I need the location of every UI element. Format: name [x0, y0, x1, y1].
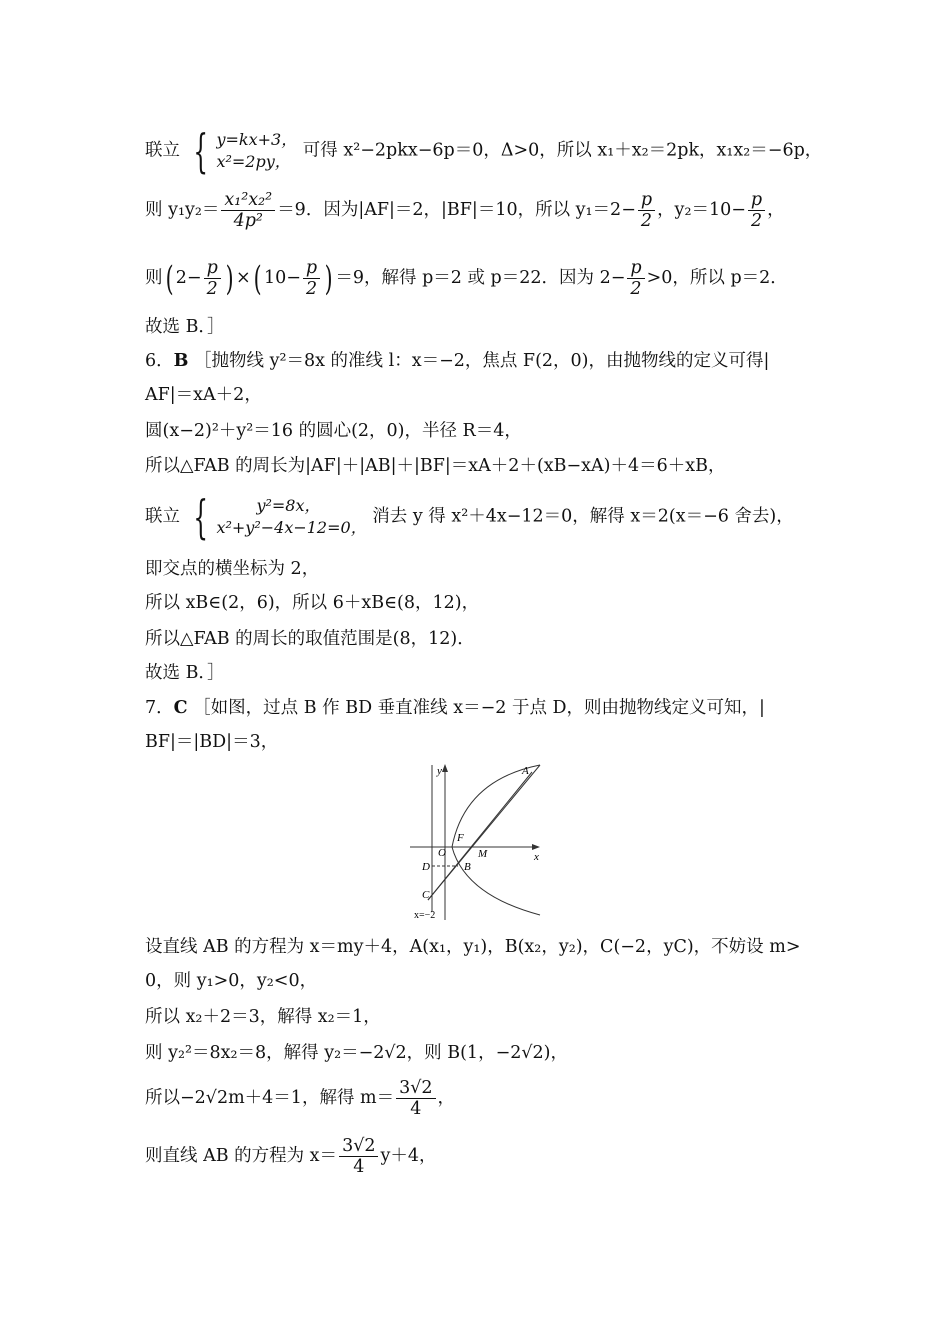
label-f: F [457, 832, 464, 844]
line-cf [428, 772, 532, 900]
solution-line: AF|＝xA＋2， [145, 385, 262, 405]
solution-line: 圆(x−2)²＋y²＝16 的圆心(2，0)，半径 R＝4， [145, 421, 522, 441]
solution-line: 故选 B．］ [145, 663, 225, 683]
question-6-header: 6．B ［抛物线 y²＝8x 的准线 l：x＝−2，焦点 F(2，0)，由抛物线的定义可得| [145, 351, 770, 371]
solution-line: 则 y₂²＝8x₂＝8，解得 y₂＝−2√2，则 B(1，−2√2)， [145, 1043, 568, 1063]
label-m: M [478, 848, 488, 860]
fraction: $\frac{\text{x₁²x₂²}}{\text{4p²}}$ [221, 190, 275, 231]
solution-line: 所以△FAB 的周长的取值范围是(8，12)． [145, 629, 475, 649]
solution-line: BF|＝|BD|＝3， [145, 732, 279, 752]
label-x: x [534, 851, 539, 863]
x-axis-arrow [532, 844, 540, 850]
fraction: $\frac{3√2}{4}$ [339, 1136, 378, 1177]
solution-line-4: 故选 B．］ [145, 317, 225, 337]
parabola-curve [452, 765, 540, 915]
label-b: B [464, 861, 471, 873]
label-y: y [437, 765, 442, 777]
solution-line: 所以 xB∈(2，6)，所以 6＋xB∈(8，12)， [145, 593, 480, 613]
label-o: O [438, 847, 446, 859]
equation-system: y=kx+3， x²=2py， [216, 130, 298, 171]
equation-system: y²=8x， x²+y²−4x−12=0， [216, 496, 367, 537]
solution-line: 设直线 AB 的方程为 x＝my＋4，A(x₁，y₁)，B(x₂，y₂)，C(−2，yC)，不妨设 m> [145, 937, 801, 957]
fraction: $\frac{3√2}{4}$ [396, 1078, 435, 1119]
answer-label: C [173, 698, 188, 718]
parabola-figure [410, 760, 550, 922]
solution-line: 则直线 AB 的方程为 x＝ $\frac{3√2}{4}$ y＋4， [145, 1136, 437, 1177]
label-a: A [522, 765, 529, 777]
solution-line-3: 则( 2− $\frac{p}{2}$ ) ×( 10− $\frac{p}{2}$ ) ＝9，解得 p＝2 或 p＝22．因为 2− $\frac{p}{2}$ >0，所以 p＝2． [145, 258, 788, 299]
question-7-header: 7．C ［如图，过点 B 作 BD 垂直准线 x＝−2 于点 D，则由抛物线定义可知，| [145, 698, 765, 718]
solution-line: 联立 { y²=8x， x²+y²−4x−12=0， 消去 y 得 x²＋4x−12＝0，解得 x＝2(x＝−6 舍去)， [145, 490, 794, 544]
label-c: C [422, 889, 430, 901]
solution-line: 所以△FAB 的周长为|AF|＋|AB|＋|BF|＝xA＋2＋(xB−xA)＋4＝6＋xB， [145, 456, 726, 476]
solution-line: 所以−2√2m＋4＝1，解得 m＝ $\frac{3√2}{4}$ ， [145, 1078, 456, 1119]
y-axis-arrow [442, 764, 448, 772]
solution-line: 所以 x₂＋2＝3，解得 x₂＝1， [145, 1007, 381, 1027]
solution-line-1: 联立 { y=kx+3， x²=2py， 可得 x²−2pkx−6p＝0，Δ>0，所以 x₁＋x₂＝2pk，x₁x₂＝−6p， [145, 124, 823, 178]
solution-line-2: 则 y₁y₂＝ $\frac{\text{x₁²x₂²}}{\text{4p²}}$ ＝9．因为|AF|＝2，|BF|＝10，所以 y₁＝2− $\frac{p}{2}$ ，y₂＝10− $\frac{p}{2}$ ， [145, 190, 785, 231]
answer-label: B [173, 351, 189, 371]
solution-line: 0，则 y₁>0，y₂<0， [145, 971, 318, 991]
label-d: D [422, 861, 430, 873]
solution-line: 即交点的横坐标为 2， [145, 559, 320, 579]
label-directrix: x=−2 [414, 910, 436, 921]
